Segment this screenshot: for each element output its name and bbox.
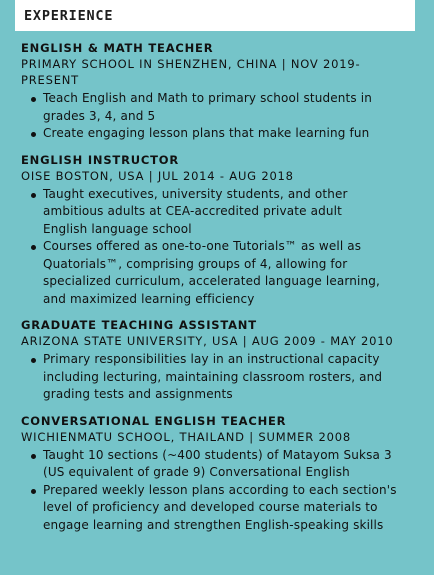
job-entry: [21, 152, 431, 309]
job-title: GRADUATE TEACHING ASSISTANT: [21, 318, 257, 332]
job-meta: OISE BOSTON, USA | JUL 2014 - AUG 2018: [21, 168, 294, 183]
job-title: ENGLISH INSTRUCTOR: [21, 152, 179, 167]
job-entry: [21, 40, 431, 143]
list-item: Taught 10 sections (~400 students) of Matayom Suksa 3 (US equivalent of grade 9) Conversational English: [21, 447, 408, 482]
job-meta: WICHIENMATU SCHOOL, THAILAND | SUMMER 2008: [21, 429, 351, 444]
job-meta: PRIMARY SCHOOL IN SHENZHEN, CHINA | NOV 2019- PRESENT: [21, 57, 361, 87]
job-entry: [21, 413, 431, 535]
section-header: [15, 0, 415, 31]
list-item: Create engaging lesson plans that make learning fun: [21, 125, 431, 143]
job-bullets: [21, 351, 431, 404]
list-item: Prepared weekly lesson plans according to each section's level of proficiency and developed course materials to engage learning and strengthen English-speaking skills: [21, 482, 413, 535]
job-bullets: [21, 186, 431, 309]
job-title: ENGLISH & MATH TEACHER: [21, 41, 214, 55]
list-item: Teach English and Math to primary school students in grades 3, 4, and 5: [21, 90, 398, 125]
list-item: Courses offered as one-to-one Tutorials™ as well as Quatorials™, comprising groups of 4, allowing for specialized curriculum, accelerated language learning, and maximized learning efficiency: [21, 238, 403, 308]
list-item: Primary responsibilities lay in an instructional capacity including lecturing, maintaining classroom rosters, and grading tests and assignments: [21, 351, 388, 404]
job-bullets: [21, 90, 431, 143]
section-title: EXPERIENCE: [24, 8, 114, 24]
list-item: Taught executives, university students, and other ambitious adults at CEA-accredited private adult English language school: [21, 186, 388, 239]
job-bullets: [21, 447, 431, 535]
experience-list: [21, 40, 431, 543]
job-entry: [21, 317, 431, 404]
job-title: CONVERSATIONAL ENGLISH TEACHER: [21, 413, 287, 428]
job-meta: ARIZONA STATE UNIVERSITY, USA | AUG 2009 - MAY 2010: [21, 334, 394, 348]
